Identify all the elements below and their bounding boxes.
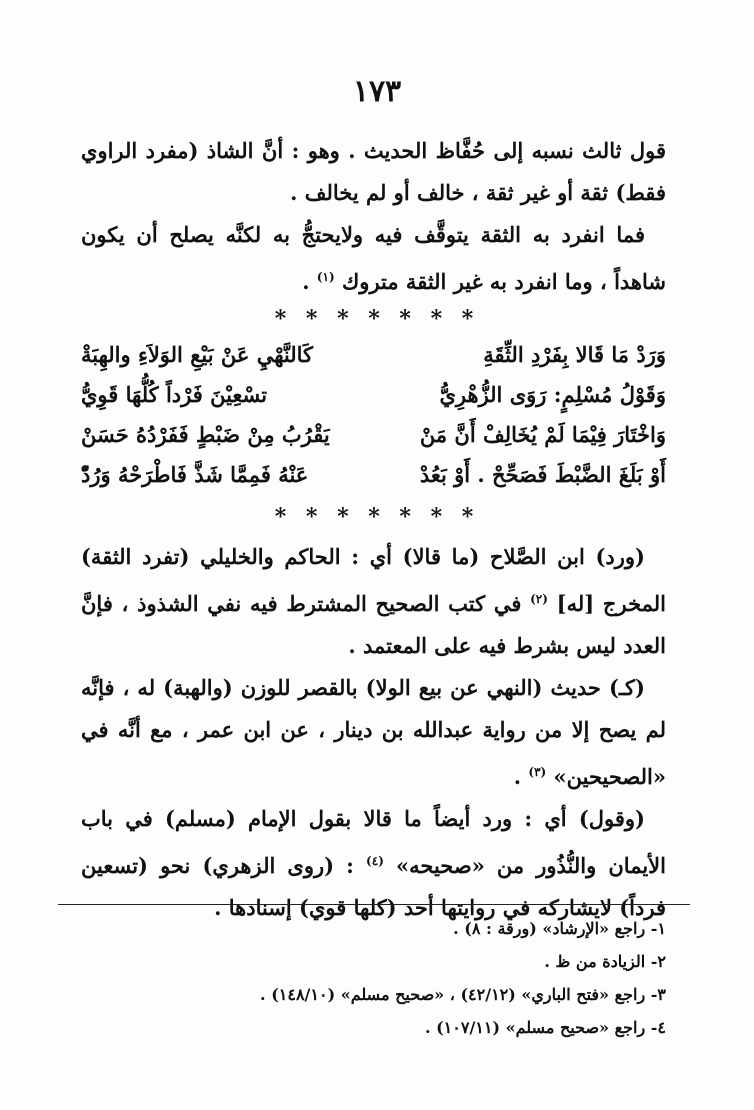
footnote-1: ١- راجع «الإرشاد» (ورقة : ٨) .: [453, 919, 666, 938]
verse-row: [81, 414, 666, 454]
footnotes: [81, 912, 666, 1044]
verse-row: [81, 334, 666, 374]
separator-top: * * * * * * *: [274, 306, 480, 332]
verse-first-hemistich: وَقَوْلُ مُسْلِمٍ: رَوَى الزُّهْرِيُّ: [439, 381, 666, 407]
footnote-ref-1[interactable]: (١): [316, 270, 335, 284]
commentary-paragraph-1: [81, 536, 666, 667]
poem-verses: [81, 334, 666, 494]
footnote-divider: [58, 904, 690, 905]
verse-first-hemistich: أَوْ بَلَغَ الضَّبْطَ فَصَحِّحْ . أَوْ بَعُدْ: [419, 461, 666, 487]
verse-first-hemistich: وَرَدْ مَا قَالا بِفَرْدِ الثِّقَةِ: [483, 341, 666, 367]
commentary-paragraph-1-end: في كتب الصحيح المشترط فيه نفي الشذوذ ، فإنَّ العدد ليس بشرط فيه على المعتمد .: [81, 591, 666, 658]
footnote-ref-4[interactable]: (٤): [366, 854, 384, 868]
verse-second-hemistich: يَقْرُبُ مِنْ ضَبْطٍ فَفَرْدُهُ حَسَنْ: [81, 421, 330, 447]
commentary-section: [81, 536, 666, 929]
commentary-paragraph-3: [81, 798, 666, 929]
separator-bottom: * * * * * * *: [274, 504, 480, 530]
footnote-ref-2[interactable]: (٢): [530, 592, 548, 606]
intro-section: [81, 130, 666, 303]
verse-first-hemistich: وَاخْتَارَ فِيْمَا لَمْ يُخَالِفْ أَنَّ مَنْ: [419, 421, 666, 447]
footnote-2: ٢- الزيادة من ظ .: [544, 952, 666, 971]
verse-second-hemistich: تسْعِيْنَ فَرْداً كُلُّهَا قَوِيُّ: [81, 381, 268, 407]
commentary-paragraph-2: [81, 667, 666, 798]
commentary-paragraph-3-end: : (روى الزهري) نحو (تسعين فرداً) لايشاركه في روايتها أحد (كلها قوي) إسنادها .: [81, 853, 666, 920]
verse-row: [81, 454, 666, 494]
commentary-paragraph-3-text: (وقول) أي : ورد أيضاً ما قالا بقول الإمام (مسلم) في باب الأيمان والنُّذُور من «صحيحه»: [81, 806, 666, 878]
footnote-3: ٣- راجع «فتح الباري» (٤٢/١٢) ، «صحيح مسلم» (١٤٨/١٠) .: [260, 985, 666, 1004]
intro-paragraph-2-end: .: [302, 269, 317, 294]
intro-paragraph-2-text: فما انفرد به الثقة يتوقَّف فيه ولايحتجُّ به لكنَّه يصلح أن يكون شاهداً ، وما انفرد به غير الثقة متروك: [81, 222, 666, 294]
page-number: ١٧٣: [352, 74, 402, 109]
commentary-paragraph-2-text: (كـ) حديث (النهي عن بيع الولا) بالقصر للوزن (والهبة) له ، فإنَّه لم يصح إلا من رواية عبدالله بن دينار ، عن ابن عمر ، مع أنَّه في «الصحيحين»: [81, 675, 666, 789]
footnote-ref-3[interactable]: (٣): [528, 765, 547, 779]
footnote-4: ٤- راجع «صحيح مسلم» (١٠٧/١١) .: [424, 1018, 666, 1037]
commentary-paragraph-1-text: (ورد) ابن الصَّلاح (ما قالا) أي : الحاكم والخليلي (تفرد الثقة) المخرج [له]: [81, 544, 666, 616]
verse-second-hemistich: عَنْهُ فَمِمَّا شَذَّ فَاطْرَحْهُ وَرُدّْ: [81, 461, 309, 487]
commentary-paragraph-2-end: .: [513, 764, 529, 789]
intro-paragraph-1: قول ثالث نسبه إلى حُفَّاظ الحديث . وهو : أنَّ الشاذ (مفرد الراوي فقط) ثقة أو غير ثقة ، خالف أو لم يخالف .: [81, 138, 666, 205]
verse-row: [81, 374, 666, 414]
verse-second-hemistich: كَالنَّهْيِ عَنْ بَيْعِ الوَلاَءِ والهِبَةْ: [81, 341, 314, 367]
intro-paragraph-2: [81, 214, 666, 303]
